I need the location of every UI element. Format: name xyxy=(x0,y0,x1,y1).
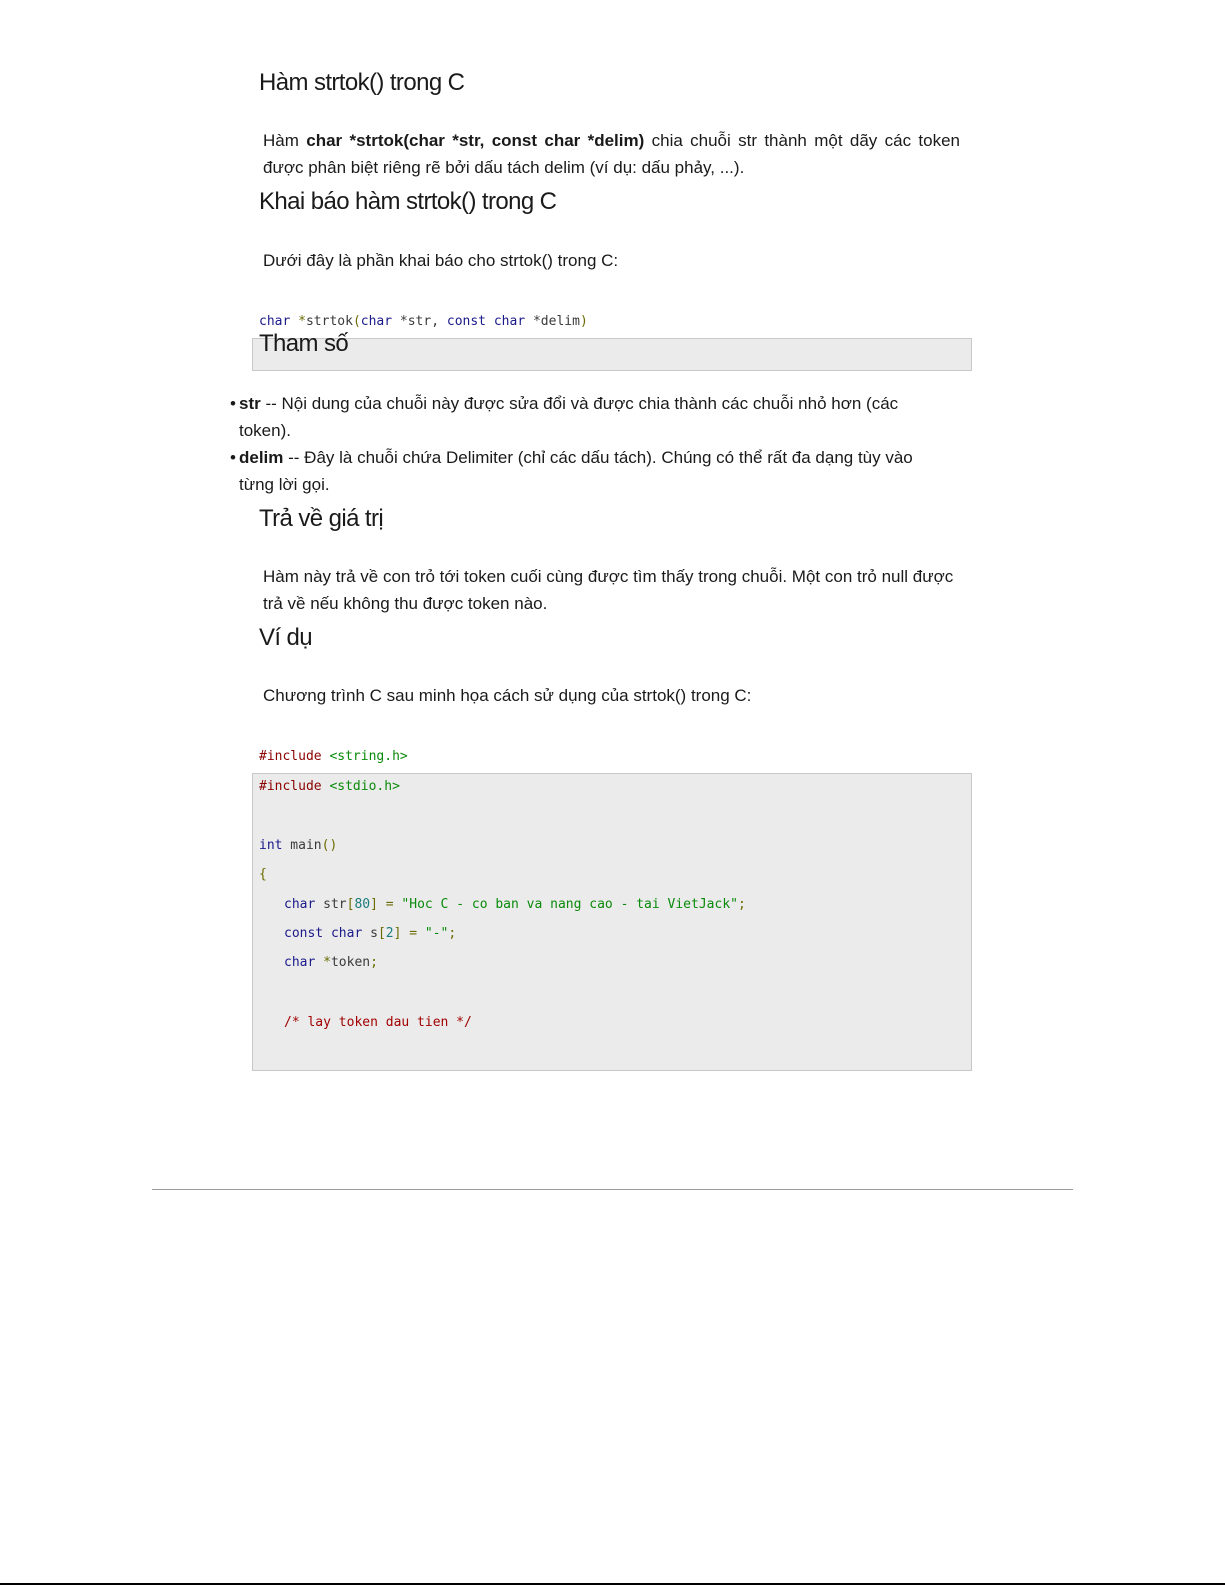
heading-example: Ví dụ xyxy=(259,624,313,651)
declaration-code: char *strtok(char *str, const char *delim) xyxy=(259,314,588,329)
heading-declaration: Khai báo hàm strtok() trong C xyxy=(259,188,557,215)
param-item-str xyxy=(230,390,951,444)
heading-strtok: Hàm strtok() trong C xyxy=(259,69,465,96)
param-desc: -- Đây là chuỗi chứa Delimiter (chỉ các dấu tách). Chúng có thể rất đa dạng tùy vào từng lời gọi. xyxy=(239,448,913,494)
param-desc: -- Nội dung của chuỗi này được sửa đổi và được chia thành các chuỗi nhỏ hơn (các token). xyxy=(239,394,899,440)
code-line-include-stdio: #include <stdio.h> xyxy=(259,779,400,794)
code-line-include-string: #include <string.h> xyxy=(259,749,408,764)
bullet-icon: • xyxy=(230,394,236,413)
return-paragraph: Hàm này trả về con trỏ tới token cuối cùng được tìm thấy trong chuỗi. Một con trỏ null được trả về nếu không thu được token nào. xyxy=(263,567,954,613)
declaration-code-box xyxy=(252,338,972,371)
param-item-delim xyxy=(230,444,951,498)
heading-return: Trả về giá trị xyxy=(259,505,384,532)
code-line-s-decl: const char s[2] = "-"; xyxy=(284,926,457,941)
bullet-icon: • xyxy=(230,448,236,467)
code-line-str-decl: char str[80] = "Hoc C - co ban va nang cao - tai VietJack"; xyxy=(284,897,746,912)
param-term: str xyxy=(239,394,261,413)
heading-params: Tham số xyxy=(259,330,349,357)
param-term: delim xyxy=(239,448,284,467)
code-line-comment: /* lay token dau tien */ xyxy=(284,1015,472,1030)
intro-prefix: Hàm xyxy=(263,131,307,150)
code-line-token-decl: char *token; xyxy=(284,955,378,970)
declaration-paragraph: Dưới đây là phần khai báo cho strtok() trong C: xyxy=(263,251,619,270)
example-paragraph: Chương trình C sau minh họa cách sử dụng của strtok() trong C: xyxy=(263,686,752,705)
code-line-main: int main() xyxy=(259,838,338,853)
code-line-brace: { xyxy=(259,867,267,882)
intro-suffix: chia chuỗi str thành một dãy các token được phân biệt riêng rẽ bởi dấu tách delim (ví dụ: dấu phảy, ...). xyxy=(263,131,960,177)
intro-signature: char *strtok(char *str, const char *delim) xyxy=(306,131,645,150)
intro-paragraph xyxy=(263,127,960,181)
page-divider xyxy=(152,1189,1073,1190)
